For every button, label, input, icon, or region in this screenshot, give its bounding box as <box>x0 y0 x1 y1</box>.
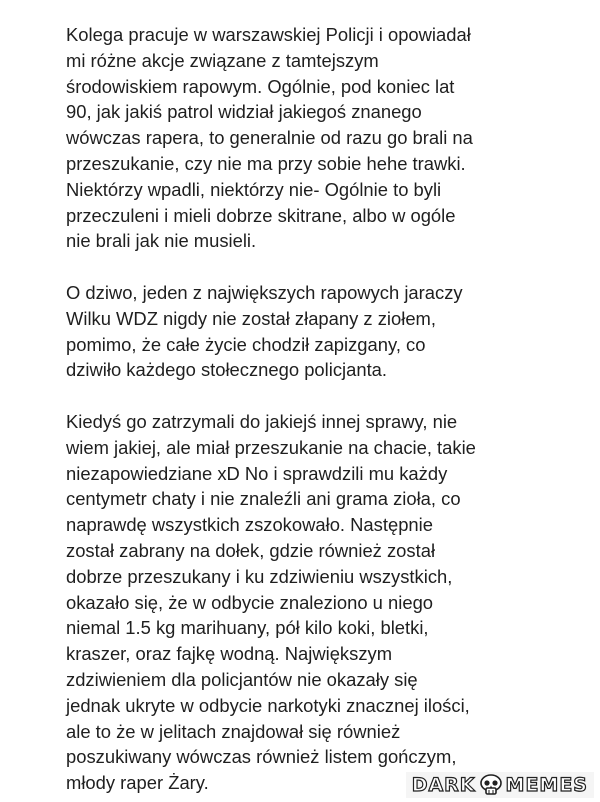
text-line: mi różne akcje związane z tamtejszym <box>66 49 379 71</box>
text-line: O dziwo, jeden z największych rapowych jaraczy <box>66 281 463 303</box>
text-line: młody raper Żary. <box>66 772 209 794</box>
paragraph-3 <box>66 409 590 796</box>
text-line: wiem jakiej, ale miał przeszukanie na chacie, takie <box>66 436 476 458</box>
text-line: naprawdę wszystkich zszokowało. Następnie <box>66 514 433 536</box>
text-line: 90, jak jakiś patrol widział jakiegoś znanego <box>66 101 422 123</box>
text-line: Kiedyś go zatrzymali do jakiejś innej sprawy, nie <box>66 410 458 432</box>
text-line: centymetr chaty i nie znaleźli ani grama zioła, co <box>66 488 461 510</box>
text-line: został zabrany na dołek, gdzie również został <box>66 539 436 561</box>
watermark-right-text: MEMES <box>505 774 588 796</box>
text-line: Kolega pracuje w warszawskiej Policji i opowiadał <box>66 24 471 45</box>
text-line: Niektórzy wpadli, niektórzy nie- Ogólnie to byli <box>66 178 442 200</box>
text-line: dziwiło każdego stołecznego policjanta. <box>66 359 388 381</box>
text-line: pomimo, że całe życie chodził zapizgany, co <box>66 333 426 355</box>
text-line: przeszukanie, czy nie ma przy sobie hehe trawki. <box>66 152 466 174</box>
paragraph-2 <box>66 280 590 383</box>
text-line: ale to że w jelitach znajdował się również <box>66 720 401 742</box>
skull-icon <box>478 774 504 796</box>
watermark-left-text: DARK <box>411 774 476 796</box>
text-line: przeczuleni i mieli dobrze skitrane, albo w ogóle <box>66 204 456 226</box>
text-line: niemal 1.5 kg marihuany, pół kilo koki, bletki, <box>66 617 429 639</box>
text-line: środowiskiem rapowym. Ogólnie, pod koniec lat <box>66 75 455 97</box>
text-line: wówczas rapera, to generalnie od razu go brali na <box>66 127 473 149</box>
paragraph-1 <box>66 22 590 254</box>
text-line: niezapowiedziane xD No i sprawdzili mu każdy <box>66 462 448 484</box>
text-line: nie brali jak nie musieli. <box>66 230 257 252</box>
text-line: dobrze przeszukany i ku zdziwieniu wszystkich, <box>66 565 453 587</box>
text-line: zdziwieniem dla policjantów nie okazały się <box>66 668 418 690</box>
text-line: poszukiwany wówczas również listem gończym, <box>66 746 457 768</box>
text-line: jednak ukryte w odbycie narkotyki znacznej ilości, <box>66 694 470 716</box>
text-line: Wilku WDZ nigdy nie został złapany z ziołem, <box>66 307 436 329</box>
text-line: kraszer, oraz fajkę wodną. Największym <box>66 643 393 665</box>
watermark <box>406 772 594 798</box>
text-line: okazało się, że w odbycie znaleziono u niego <box>66 591 434 613</box>
story-text <box>66 22 590 796</box>
